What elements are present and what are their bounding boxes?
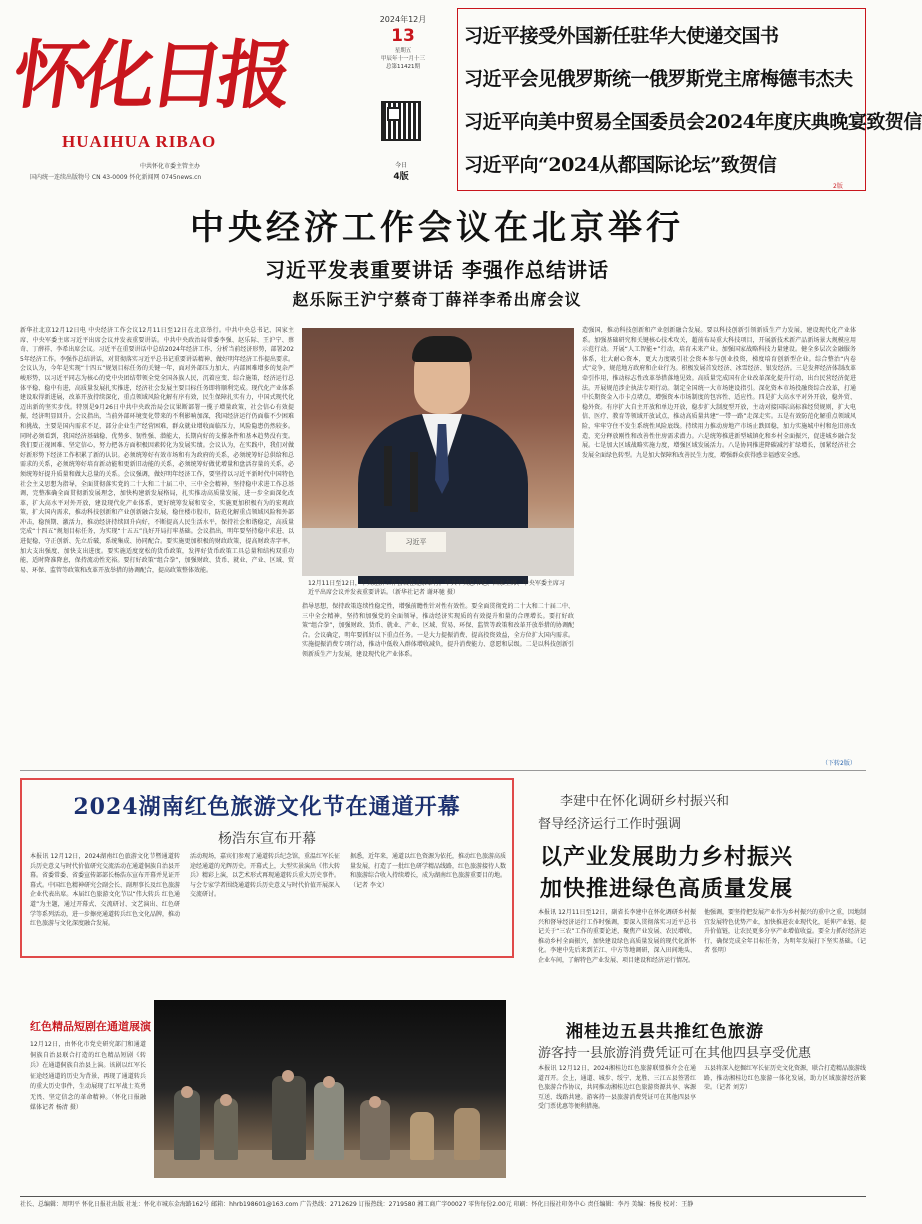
actor-figure: [360, 1100, 390, 1160]
lead-title[interactable]: 中央经济工作会议在北京举行: [190, 208, 684, 248]
issue-number: 总第11421期: [386, 64, 420, 70]
page-count: [378, 160, 424, 182]
headline-link[interactable]: 习近平会见俄罗斯统一俄罗斯党主席梅德韦杰夫: [464, 68, 853, 90]
photo-hair: [412, 336, 472, 362]
stage-photo[interactable]: [154, 1000, 506, 1178]
inspection-pretitle-1: 李建中在怀化调研乡村振兴和: [560, 794, 730, 809]
tourism-subtitle: 杨浩东宣布开幕: [218, 831, 316, 847]
stage-prop: [454, 1108, 480, 1160]
xianggui-subtitle: 游客持一县旅游消费凭证可在其他四县享受优惠: [538, 1046, 812, 1061]
inspection-pretitle-2: 督导经济运行工作时强调: [538, 817, 682, 832]
masthead-pinyin: HUAIHUA RIBAO: [62, 132, 217, 151]
actor-head: [181, 1086, 193, 1098]
photo-nameplate: 习近平: [386, 532, 446, 552]
lead-photo[interactable]: [302, 328, 574, 576]
photo-story-title[interactable]: 红色精品短剧在通道展演: [30, 1020, 151, 1033]
photo-story-caption: 12月12日，由怀化市党史研究部门和通道侗族自治县联合打造的红色精品短剧《转兵》在通道侗族自治县上演。该剧以红军长征途经通道的历史为背景，再现了通道转兵的重大历史事件，生动展现了红军战士英勇无畏、坚定信念的革命精神。（怀化日报融媒体记者 杨清 摄）: [30, 1041, 146, 1111]
pages-value: 4版: [393, 172, 409, 182]
tourism-column-3: 据悉，近年来，通道以红色资源为依托，推动红色旅游高质量发展，打造了一批红色研学精品线路，红色旅游接待人数和旅游综合收入持续增长，成为湖南红色旅游重要目的地。（记者 李文）: [350, 853, 507, 889]
inspection-title-1[interactable]: 以产业发展助力乡村振兴: [540, 844, 794, 870]
microphone-icon: [384, 446, 392, 506]
actor-head: [282, 1070, 294, 1082]
lead-attendees: 赵乐际王沪宁蔡奇丁薛祥李希出席会议: [292, 290, 582, 309]
sponsor-line: 中共怀化市委主管主办: [140, 163, 201, 170]
actor-figure: [214, 1098, 238, 1160]
stage-prop: [410, 1112, 434, 1160]
tourism-column-2: 活动现场，嘉宾们参观了通道转兵纪念馆，重温红军长征途经通道的光辉历史。开幕式上，大型实景演出《伟大转兵》精彩上演，以艺术形式再现通道转兵重大历史事件。与会专家学者围绕通道转兵历史意义与时代价值开展深入交流研讨。: [190, 853, 341, 899]
lead-column-2: 造强国，推动科技创新和产业创新融合发展。要以科技创新引领新质生产力发展，建设现代化产业体系。加强基础研究和关键核心技术攻关，超前布局重大科技项目，开展新技术新产品新场景大规模应用示范行动。开展“人工智能+”行动，培育未来产业。加强国家战略科技力量建设。健全多层次金融服务体系，壮大耐心资本，更大力度吸引社会资本参与创业投资，梯度培育创新型企业。综合整治“内卷式”竞争，规范地方政府和企业行为。积极发展首发经济、冰雪经济、银发经济。三是发挥经济体制改革牵引作用，推动标志性改革举措落地见效。高质量完成国有企业改革深化提升行动，出台民营经济促进法。开展规范涉企执法专项行动。制定全国统一大市场建设指引。深化资本市场投融资综合改革，打通中长期资金入市卡点堵点，增强资本市场制度的包容性、适应性。四是扩大高水平对外开放，稳外贸、稳外资。有序扩大自主开放和单边开放，稳步扩大制度型开放，主动对接国际高标准经贸规则，扩大电信、医疗、教育等领域开放试点，推动高质量共建“一带一路”走深走实。五是有效防范化解重点领域风险，牢牢守住不发生系统性风险底线。持续用力推动房地产市场止跌回稳，加力实施城中村和危旧房改造，充分释放刚性和改善性住房需求潜力。六是统筹推进新型城镇化和乡村全面振兴，促进城乡融合发展。七是加大区域战略实施力度，增强区域发展活力。八是协同推进降碳减污扩绿增长，加紧经济社会发展全面绿色转型。九是加大保障和改善民生力度，增强群众获得感幸福感安全感。: [582, 327, 856, 459]
page-footer: 社长、总编辑：周明平 怀化日报社出版 社址：怀化市城东金海路162号 邮箱：hhrb198601@163.com 广告热线：2712629 订报热线：2719580 湘工商广字00027 零售每份2.00元 印刷：怀化日报社印务中心 责任编辑：李丹 美编：杨俊 校对：王静: [20, 1196, 866, 1212]
inspection-title-2[interactable]: 加快推进绿色高质量发展: [540, 876, 794, 902]
date-box: [358, 14, 448, 71]
actor-figure: [272, 1076, 306, 1160]
lead-subtitle: 习近平发表重要讲话 李强作总结讲话: [265, 258, 609, 282]
actor-head: [369, 1096, 381, 1108]
actor-head: [323, 1076, 335, 1088]
actor-figure: [174, 1090, 200, 1160]
actor-head: [220, 1094, 232, 1106]
actor-figure: [314, 1082, 344, 1160]
issn-line: 国内统一连续出版物号 CN 43-0009 怀化新闻网 0745news.cn: [30, 174, 202, 181]
headline-link[interactable]: 习近平向美中贸易全国委员会2024年度庆典晚宴致贺信: [464, 111, 922, 133]
xianggui-title[interactable]: 湘桂边五县共推红色旅游: [566, 1022, 764, 1042]
section-divider: [20, 770, 866, 771]
date-year-month: 2024年12月: [379, 15, 427, 24]
headline-box: [457, 8, 922, 191]
inspection-column-2: 他强调，要坚持把发展产业作为乡村振兴的重中之重，因地制宜发展特色优势产业，加快推进农业现代化，延伸产业链、提升价值链，让农民更多分享产业增值收益。要全力抓好经济运行，确保完成全年目标任务，为明年发展打下坚实基础。（记者 张明）: [704, 909, 867, 955]
headline-link[interactable]: 习近平接受外国新任驻华大使递交国书: [464, 25, 779, 47]
masthead-logo: 怀化日报: [7, 33, 293, 119]
microphone-icon: [410, 452, 418, 512]
xianggui-column-1: 本报讯 12月12日，2024湘桂边红色旅游联盟推介会在通道召开。会上，通道、城步、绥宁、龙胜、三江五县签署红色旅游合作协议，共同推动湘桂边红色旅游资源共享、客源互送、线路共建。游客持一县旅游消费凭证可在其他四县享受门票优惠等便利措施。: [538, 1065, 696, 1111]
qr-code-icon[interactable]: [381, 101, 421, 141]
lead-photo-caption: 12月11日至12日，中央经济工作会议在北京举行。中共中央总书记、国家主席、中央军委主席习近平出席会议并发表重要讲话。（新华社记者 谢环驰 摄）: [308, 580, 565, 596]
lead-column-mid: 指导思想，保持政策连续性稳定性，增强前瞻性针对性有效性。要全面贯彻党的二十大和二十届二中、三中全会精神，坚持和加强党的全面领导，推动经济实现质的有效提升和量的合理增长。要打好政策“组合拳”，加强财政、货币、就业、产业、区域、贸易、环保、监管等政策和改革开放举措的协调配合。会议确定，明年要抓好以下重点任务。一是大力提振消费、提高投资效益，全方位扩大国内需求。实施提振消费专项行动，推动中低收入群体增收减负，提升消费能力、意愿和层级。二是以科技创新引领新质生产力发展，建设现代化产业体系。: [302, 603, 574, 658]
xianggui-column-2: 五县将深入挖掘红军长征历史文化资源，联合打造精品旅游线路，推动湘桂边红色旅游一体化发展，助力区域旅游经济繁荣。（记者 刘芳）: [704, 1065, 867, 1092]
headline-link[interactable]: 习近平向“2024从都国际论坛”致贺信: [464, 154, 777, 176]
date-weekday: 星期五: [394, 48, 412, 54]
tourism-column-1: 本报讯 12月12日，2024湖南红色旅游文化节暨通道转兵历史意义与时代价值研究交流活动在通道侗族自治县开幕。省委常委、省委宣传部部长杨浩东宣布开幕并见证开幕式。中国红色精神研究会副会长、副理事长及红色旅游企业代表出席。本届红色旅游文化节以“伟大转兵 红色通道”为主题，通过开幕式、交流研讨、文艺演出、红色研学等系列活动，进一步擦亮通道转兵红色文化品牌，推动红色旅游与文化深度融合发展。: [30, 853, 181, 928]
inspection-column-1: 本报讯 12月11日至12日，副省长李建中在怀化调研乡村振兴和督导经济运行工作时强调，要深入贯彻落实习近平总书记关于“三农”工作的重要论述，聚焦产业发展、农民增收，推动乡村全面振兴，加快建设绿色高质量发展的现代化新怀化。李建中先后来到芷江、中方等地调研，深入田间地头、企业车间，了解特色产业发展、项目建设和经济运行情况。: [538, 909, 696, 964]
lead-column-1: 新华社北京12月12日电 中央经济工作会议12月11日至12日在北京举行。中共中央总书记、国家主席、中央军委主席习近平出席会议并发表重要讲话。中共中央政治局常委李强、赵乐际、王沪宁、蔡奇、丁薛祥、李希出席会议。习近平在重要讲话中总结2024年经济工作，分析当前经济形势，部署2025年经济工作。李强作总结讲话，对贯彻落实习近平总书记重要讲话精神、做好明年经济工作提出要求。会议认为，今年是实现“十四五”规划目标任务的关键一年，面对外部压力加大、内部困难增多的复杂严峻形势，以习近平同志为核心的党中央团结带领全党全国各族人民，沉着应变、综合施策，经济运行总体平稳、稳中有进，高质量发展扎实推进，经济社会发展主要目标任务即将顺利完成。现代化产业体系建设取得新进展，改革开放持续深化，重点领域风险化解有序有效，民生保障扎实有力，中国式现代化迈出新的坚实步伐。特别是9月26日中共中央政治局会议果断部署一揽子增量政策，社会信心有效提振，经济明显回升。会议指出，当前外部环境变化带来的不利影响加深，我国经济运行仍面临不少困难和挑战，主要是国内需求不足，部分企业生产经营困难，群众就业增收面临压力，风险隐患仍然较多。同时必须看到，我国经济基础稳、优势多、韧性强、潜能大，长期向好的支撑条件和基本趋势没有变。我们要正视困难、坚定信心，努力把各方面积极因素转化为发展实绩。会议认为，在实践中，我们对做好新形势下经济工作积累了新的认识。必须统筹好有效市场和有为政府的关系，必须统筹好总供给和总需求的关系，必须统筹好培育新动能和更新旧动能的关系，必须统筹好做优增量和盘活存量的关系，必须统筹好提升质量和做大总量的关系。会议强调，做好明年经济工作，要坚持以习近平新时代中国特色社会主义思想为指导，全面贯彻落实党的二十大和二十届二中、三中全会精神，坚持稳中求进工作总基调，完整准确全面贯彻新发展理念，加快构建新发展格局，扎实推动高质量发展，进一步全面深化改革，扩大高水平对外开放，建设现代化产业体系，更好统筹发展和安全，实施更加积极有为的宏观政策，扩大国内需求，推动科技创新和产业创新融合发展，稳住楼市股市，防范化解重点领域风险和外部冲击，稳预期、激活力，推动经济持续回升向好，不断提高人民生活水平，保持社会和谐稳定，高质量完成“十四五”规划目标任务，为实现“十五五”良好开局打牢基础。会议指出，明年要坚持稳中求进、以进促稳，守正创新、先立后破，系统集成、协同配合。要实施更加积极的财政政策，提高财政赤字率，加大支出强度、加快支出进度。要实施适度宽松的货币政策，发挥好货币政策工具总量和结构双重功能，适时降准降息，保持流动性充裕。要打好政策“组合拳”，加强财政、货币、就业、产业、区域、贸易、环保、监管等政策和改革开放举措的协调配合，提高政策整体效能。: [20, 327, 294, 574]
headlines-page-note: 2版: [833, 183, 843, 190]
tourism-title[interactable]: 2024湖南红色旅游文化节在通道开幕: [73, 794, 461, 820]
pages-label: 今日: [394, 162, 407, 169]
date-lunar: 甲辰年十一月十三: [380, 56, 425, 62]
continued-note[interactable]: （下转2版）: [822, 760, 856, 767]
date-day: 13: [391, 26, 415, 46]
